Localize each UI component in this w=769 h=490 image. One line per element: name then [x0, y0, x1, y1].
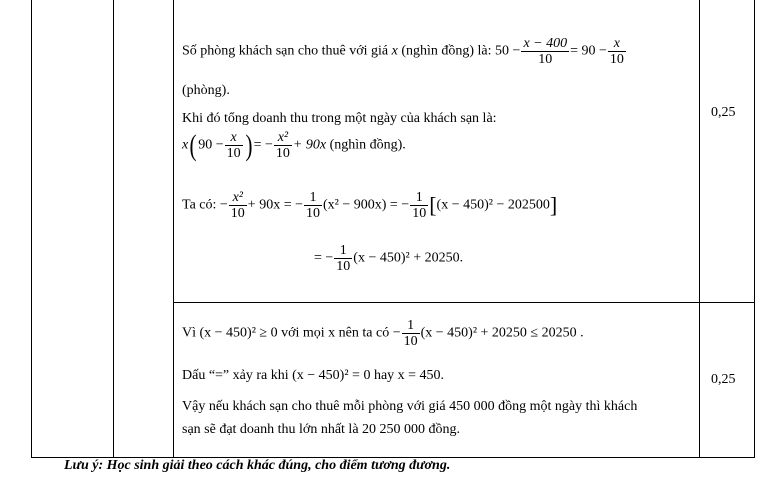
- fraction: $\frac{x}{10}$: [609, 36, 624, 67]
- fraction: $\frac{x}{10}$: [226, 130, 241, 161]
- row2-line4: sạn sẽ đạt doanh thu lớn nhất là 20 250 000 đồng.: [182, 422, 461, 437]
- row2-line2: Dấu “=” xảy ra khi (x − 450)² = 0 hay x = 450.: [182, 368, 445, 383]
- table-border-col4: [699, 0, 700, 458]
- fraction: $\frac{1}{10}$: [336, 243, 351, 274]
- fraction: $\frac{\text{x²}}{10}$: [230, 190, 245, 221]
- fraction: $\frac{\text{x²}}{10}$: [275, 130, 290, 161]
- table-border-left: [31, 0, 32, 458]
- row1-line4: x( 90 − $\frac{x}{10}$ ) = − $\frac{\text{x²}}{10}$ + 90x (nghìn đồng).: [182, 128, 406, 162]
- row1-line6: = − $\frac{1}{10}$ (x − 450)² + 20250.: [314, 243, 464, 274]
- row1-line3: Khi đó tổng doanh thu trong một ngày của khách sạn là:: [182, 111, 497, 126]
- row1-score: 0,25: [711, 105, 736, 120]
- fraction: $\frac{1}{10}$: [412, 190, 427, 221]
- fraction: $\frac{1}{10}$: [403, 318, 418, 349]
- row2-line1: Vì (x − 450)² ≥ 0 với mọi x nên ta có − $\frac{1}{10}$ (x − 450)² + 20250 ≤ 20250 .: [182, 318, 584, 349]
- table-border-right: [754, 0, 755, 458]
- fraction: $\frac{x - 400}{10}$: [523, 36, 568, 67]
- fraction: $\frac{1}{10}$: [305, 190, 320, 221]
- row2-line3: Vậy nếu khách sạn cho thuê mỗi phòng với giá 450 000 đồng một ngày thì khách: [182, 399, 638, 414]
- table-border-col3: [173, 0, 174, 458]
- row1-line5: Ta có: − $\frac{\text{x²}}{10}$ + 90x = − $\frac{1}{10}$ (x² − 900x) = − $\frac{1}{10}$ [(x − 450)² − 202500]: [182, 190, 558, 221]
- footnote: Lưu ý: Học sinh giải theo cách khác đúng, cho điểm tương đương.: [64, 458, 451, 473]
- row1-line2: (phòng).: [182, 83, 230, 98]
- row2-score: 0,25: [711, 372, 736, 387]
- row1-line1: Số phòng khách sạn cho thuê với giá x (nghìn đồng) là: 50 − $\frac{x - 400}{10}$ = 90 − $\frac{x}{10}$: [182, 36, 624, 67]
- table-border-col2: [113, 0, 114, 458]
- row-divider: [173, 302, 755, 303]
